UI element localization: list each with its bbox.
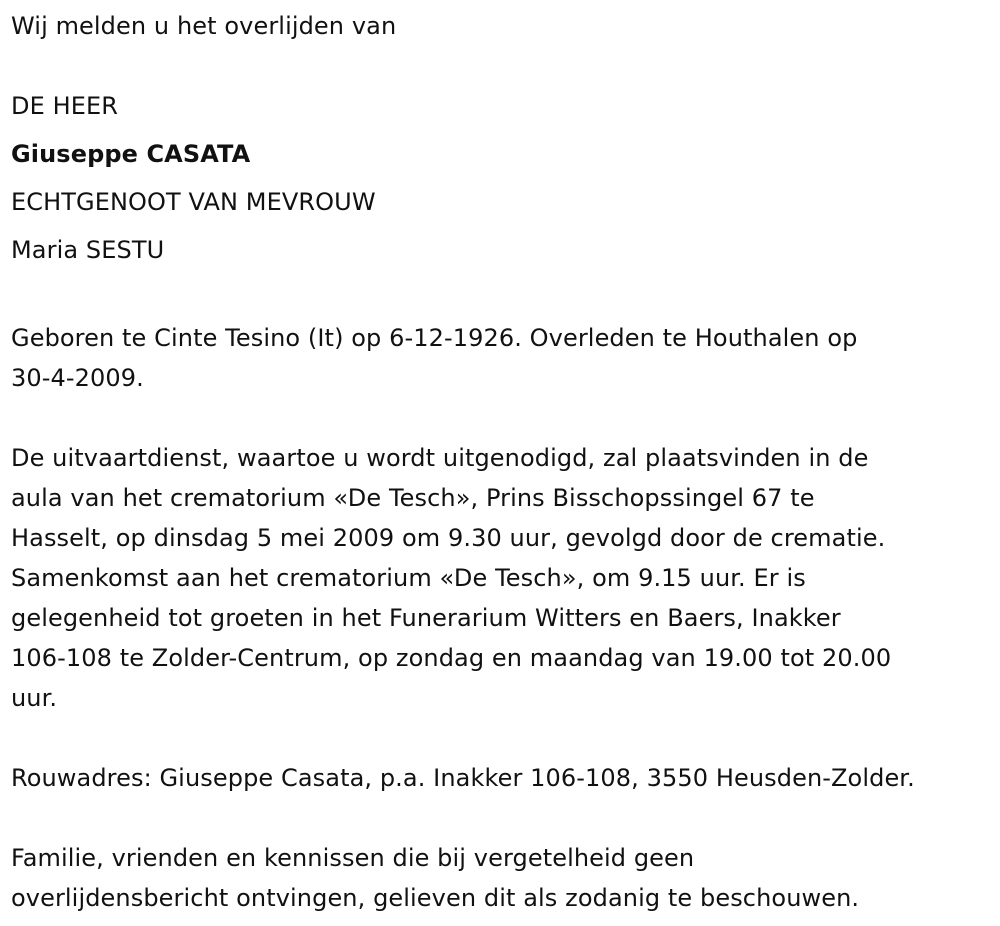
spacer <box>11 798 1000 838</box>
birth-death-line: Geboren te Cinte Tesino (It) op 6-12-1926. Overleden te Houthalen op <box>11 324 858 352</box>
funeral-line: 106-108 te Zolder-Centrum, op zondag en maandag van 19.00 tot 20.00 <box>11 644 892 672</box>
spouse-name: Maria SESTU <box>11 236 165 264</box>
intro-text: Wij melden u het overlijden van <box>11 12 397 40</box>
spacer <box>11 398 1000 438</box>
spacer <box>11 718 1000 758</box>
deceased-name: Giuseppe CASATA <box>11 140 251 168</box>
spacer <box>11 278 1000 318</box>
funeral-line: De uitvaartdienst, waartoe u wordt uitgenodigd, zal plaatsvinden in de <box>11 444 869 472</box>
funeral-line: Samenkomst aan het crematorium «De Tesch», om 9.15 uur. Er is <box>11 564 806 592</box>
funeral-line: gelegenheid tot groeten in het Funerarium Witters en Baers, Inakker <box>11 604 841 632</box>
funeral-line: uur. <box>11 684 58 712</box>
title-prefix: DE HEER <box>11 92 119 120</box>
birth-death-line: 30-4-2009. <box>11 364 144 392</box>
funeral-line: aula van het crematorium «De Tesch», Prins Bisschopssingel 67 te <box>11 484 815 512</box>
closing-line: Familie, vrienden en kennissen die bij vergetelheid geen <box>11 844 695 872</box>
funeral-line: Hasselt, op dinsdag 5 mei 2009 om 9.30 uur, gevolgd door de crematie. <box>11 524 886 552</box>
mourning-address: Rouwadres: Giuseppe Casata, p.a. Inakker 106-108, 3550 Heusden-Zolder. <box>11 764 915 792</box>
spacer <box>11 46 1000 86</box>
relation-text: ECHTGENOOT VAN MEVROUW <box>11 188 376 216</box>
closing-line: overlijdensbericht ontvingen, gelieven dit als zodanig te beschouwen. <box>11 884 860 912</box>
